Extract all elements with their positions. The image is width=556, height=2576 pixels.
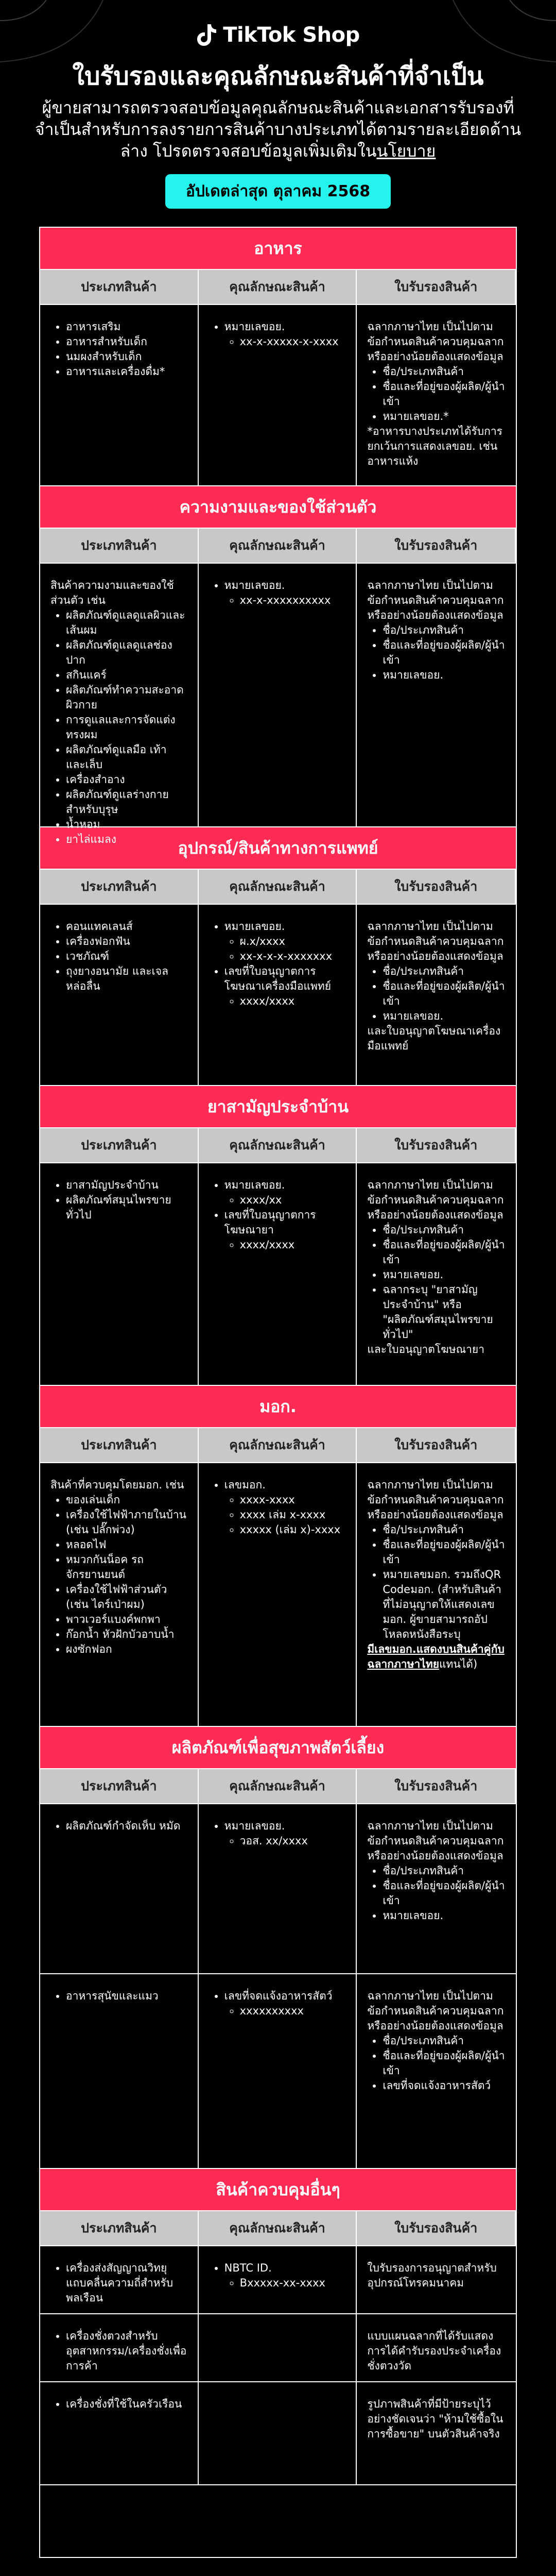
sub-list-item: ◦ xx-x-x-x-xxxxxxx [240, 949, 346, 964]
list-item: • ชื่อและที่อยู่ของผู้ผลิต/ผู้นำเข้า [383, 979, 506, 1009]
column-header-3: ใบรับรองสินค้า [357, 870, 516, 904]
certificate-cell [357, 905, 516, 1085]
cell-list [50, 2329, 187, 2374]
column-header-1: ประเภทสินค้า [40, 870, 199, 904]
sub-list-item: ◦ xxxx/xx [240, 1193, 346, 1208]
certificate-cell [357, 1163, 516, 1385]
table-row [40, 2246, 516, 2314]
policy-link[interactable]: นโยบาย [376, 141, 436, 161]
cell-list [50, 319, 187, 379]
cell-outro: และใบอนุญาตโฆษณายา [367, 1343, 484, 1355]
sub-list-item: ◦ xx-x-xxxxx-x-xxxx [240, 334, 346, 349]
product-attribute-cell [199, 905, 357, 1085]
cell-list [367, 623, 506, 683]
list-item: • เครื่องฟอกฟัน [66, 934, 187, 949]
product-type-cell [40, 305, 199, 485]
cell-list [209, 319, 346, 349]
sub-list-item: ◦ xx-x-xxxxxxxxxx [240, 593, 346, 608]
certificate-cell [357, 564, 516, 826]
list-item: • เลขมอก. ◦ xxxx-xxxx ◦ xxxx เล่ม x-xxxx ◦ xxxxx (เล่ม x)-xxxx [224, 1478, 346, 1537]
sub-list-item: ◦ ผ.x/xxxx [240, 934, 346, 949]
list-item: • ชื่อและที่อยู่ของผู้ผลิต/ผู้นำเข้า [383, 379, 506, 409]
list-item: • เครื่องชั่งตวงสำหรับอุตสาหกรรม/เครื่องชั่งเพื่อการค้า [66, 2329, 187, 2374]
list-item: • ชื่อและที่อยู่ของผู้ผลิต/ผู้นำเข้า [383, 1878, 506, 1908]
list-item: • เลขที่จดแจ้งอาหารสัตว์ ◦ xxxxxxxxxx [224, 1989, 346, 2019]
column-header-3: ใบรับรองสินค้า [357, 2211, 516, 2245]
list-item: • ยาสามัญประจำบ้าน [66, 1178, 187, 1193]
cell-list [209, 1478, 346, 1537]
list-item: • ผลิตภัณฑ์กำจัดเห็บ หมัด [66, 1819, 187, 1834]
brand-name: TikTok Shop [223, 23, 360, 47]
product-type-cell [40, 2382, 199, 2484]
cell-intro: ฉลากภาษาไทย เป็นไปตามข้อกำหนดสินค้าควบคุมฉลาก หรืออย่างน้อยต้องแสดงข้อมูล [367, 579, 504, 621]
list-item: • ผลิตภัณฑ์ดูแลมือ เท้า และเล็บ [66, 742, 187, 772]
list-item: • พาวเวอร์แบงค์พกพา [66, 1612, 187, 1627]
table-row [40, 1804, 516, 1974]
cell-intro: ฉลากภาษาไทย เป็นไปตามข้อกำหนดสินค้าควบคุมฉลาก หรืออย่างน้อยต้องแสดงข้อมูล [367, 1990, 504, 2032]
cell-intro: ฉลากภาษาไทย เป็นไปตามข้อกำหนดสินค้าควบคุมฉลาก หรืออย่างน้อยต้องแสดงข้อมูล [367, 1820, 504, 1862]
list-item: • หมายเลขอย. [383, 668, 506, 683]
sub-list [224, 1193, 346, 1208]
table-row [40, 1463, 516, 1727]
sub-list-item: ◦ xxxx เล่ม x-xxxx [240, 1507, 346, 1522]
certificate-cell [357, 1463, 516, 1726]
sub-list [224, 1238, 346, 1252]
list-item: • หมายเลขอย.* [383, 409, 506, 424]
column-header-1: ประเภทสินค้า [40, 1428, 199, 1462]
column-header-1: ประเภทสินค้า [40, 1769, 199, 1803]
column-header-1: ประเภทสินค้า [40, 529, 199, 563]
column-header-3: ใบรับรองสินค้า [357, 529, 516, 563]
list-item: • เลขที่จดแจ้งอาหารสัตว์ [383, 2078, 506, 2093]
requirements-table [39, 227, 517, 2558]
cell-list [209, 1178, 346, 1252]
note-tail: แทนได้) [439, 1658, 478, 1670]
sub-list [224, 934, 346, 964]
table-row [40, 1163, 516, 1386]
product-attribute-cell [199, 2246, 357, 2313]
list-item: • ผงซักฟอก [66, 1642, 187, 1657]
sub-list [224, 2004, 346, 2019]
product-attribute-cell [199, 2382, 357, 2484]
cell-intro: ใบรับรองการอนุญาตสำหรับอุปกรณ์โทรคมนาคม [367, 2262, 497, 2289]
list-item: • ยาไล่แมลง [66, 832, 187, 847]
column-header-row [40, 529, 516, 564]
list-item: • ชื่อ/ประเภทสินค้า [383, 1863, 506, 1878]
list-item: • ชื่อ/ประเภทสินค้า [383, 1522, 506, 1537]
cell-intro: แบบแผนฉลากที่ได้รับแสดงการได้คำรับรองประจำเครื่องชั่งตวงวัด [367, 2330, 501, 2372]
column-header-2: คุณลักษณะสินค้า [199, 1128, 357, 1162]
cell-list [50, 608, 187, 847]
column-header-2: คุณลักษณะสินค้า [199, 1769, 357, 1803]
list-item: • ชื่อและที่อยู่ของผู้ผลิต/ผู้นำเข้า [383, 2048, 506, 2078]
section-header: ผลิตภัณฑ์เพื่อสุขภาพสัตว์เลี้ยง [40, 1727, 516, 1769]
list-item: • เครื่องใช้ไฟฟ้าภายในบ้าน (เช่น ปลั๊กพ่วง) [66, 1507, 187, 1537]
cell-list [50, 1819, 187, 1834]
product-attribute-cell [199, 564, 357, 826]
column-header-row [40, 870, 516, 905]
column-header-2: คุณลักษณะสินค้า [199, 270, 357, 304]
list-item: • เครื่องสำอาง [66, 772, 187, 787]
list-item: • หมายเลขอย. ◦ xx-x-xxxxxxxxxx [224, 578, 346, 608]
cell-intro: สินค้าความงามและของใช้ส่วนตัว เช่น [50, 579, 174, 606]
cell-intro: รูปภาพสินค้าที่มีป้ายระบุไว้อย่างชัดเจนว่า "ห้ามใช้ซื้อในการซื้อขาย" บนตัวสินค้าจริง [367, 2398, 503, 2440]
certificate-cell [357, 1804, 516, 1973]
cell-list [367, 1223, 506, 1342]
list-item: • ถุงยางอนามัย และเจลหล่อลื่น [66, 964, 187, 994]
cell-list [367, 964, 506, 1024]
list-item: • เลขที่ใบอนุญาตการโฆษณาเครื่องมือแพทย์ ◦ xxxx/xxxx [224, 964, 346, 1009]
tiktok-shop-logo [0, 20, 556, 50]
list-item: • เวชภัณฑ์ [66, 949, 187, 964]
table-row [40, 1974, 516, 2169]
column-header-2: คุณลักษณะสินค้า [199, 529, 357, 563]
cell-list [367, 2033, 506, 2093]
product-type-cell [40, 2246, 199, 2313]
column-header-1: ประเภทสินค้า [40, 2211, 199, 2245]
section-header: ความงามและของใช้ส่วนตัว [40, 486, 516, 529]
tiktok-note-icon [196, 23, 217, 47]
certificate-cell [357, 2314, 516, 2381]
product-attribute-cell [199, 1163, 357, 1385]
list-item: • เครื่องชั่งที่ใช้ในครัวเรือน [66, 2397, 187, 2412]
column-header-row [40, 270, 516, 305]
product-type-cell [40, 564, 199, 845]
product-type-cell [40, 2314, 199, 2381]
sub-list [224, 1834, 346, 1849]
list-item: • เครื่องส่งสัญญาณวิทยุแถบคลื่นความถี่สำหรับพลเรือน [66, 2261, 187, 2306]
list-item: • ชื่อ/ประเภทสินค้า [383, 364, 506, 379]
list-item: • หมายเลขอย. ◦ ผ.x/xxxx ◦ xx-x-x-x-xxxxxxx [224, 919, 346, 964]
sub-list [224, 994, 346, 1009]
column-header-row [40, 1128, 516, 1163]
sub-list [224, 1493, 346, 1537]
cell-list [50, 1493, 187, 1657]
cell-intro: ฉลากภาษาไทย เป็นไปตามข้อกำหนดสินค้าควบคุมฉลาก หรืออย่างน้อยต้องแสดงข้อมูล [367, 320, 504, 363]
list-item: • หมายเลขอย. ◦ xxxx/xx [224, 1178, 346, 1208]
cell-list [50, 1178, 187, 1223]
list-item: • อาหารสำหรับเด็ก [66, 334, 187, 349]
list-item: • NBTC ID. ◦ Bxxxxx-xx-xxxx [224, 2261, 346, 2291]
list-item: • หลอดไฟ [66, 1537, 187, 1552]
column-header-3: ใบรับรองสินค้า [357, 1769, 516, 1803]
cell-outro: และใบอนุญาตโฆษณาเครื่องมือแพทย์ [367, 1025, 501, 1052]
column-header-2: คุณลักษณะสินค้า [199, 870, 357, 904]
sub-list [224, 593, 346, 608]
list-item: • ชื่อ/ประเภทสินค้า [383, 623, 506, 638]
section-header: มอก. [40, 1386, 516, 1428]
list-item: • ชื่อ/ประเภทสินค้า [383, 964, 506, 979]
list-item: • ชื่อ/ประเภทสินค้า [383, 2033, 506, 2048]
column-header-2: คุณลักษณะสินค้า [199, 2211, 357, 2245]
cell-list [209, 1819, 346, 1849]
cell-list [209, 1989, 346, 2019]
subtitle-text: ผู้ขายสามารถตรวจสอบข้อมูลคุณลักษณะสินค้าและเอกสารรับรองที่จำเป็นสำหรับการลงรายการสินค้าบางประเภทได้ตามรายละเอียดด้านล่าง โปรดตรวจสอบข้อมูลเพิ่มเติมใน [34, 98, 522, 161]
cell-intro: สินค้าที่ควบคุมโดยมอก. เช่น [50, 1479, 184, 1491]
table-row [40, 564, 516, 845]
section-header: อาหาร [40, 228, 516, 270]
cell-note [367, 1642, 506, 1672]
list-item: • หมวกกันน็อค รถจักรยานยนต์ [66, 1552, 187, 1582]
list-item: • คอนแทคเลนส์ [66, 919, 187, 934]
list-item: • อาหารและเครื่องดื่ม* [66, 364, 187, 379]
column-header-2: คุณลักษณะสินค้า [199, 1428, 357, 1462]
list-item: • การดูแลและการจัดแต่งทรงผม [66, 713, 187, 742]
product-attribute-cell [199, 305, 357, 485]
table-row [40, 2382, 516, 2485]
section-header: อุปกรณ์/สินค้าทางการแพทย์ [40, 827, 516, 870]
sub-list-item: ◦ xxxx/xxxx [240, 1238, 346, 1252]
list-item: • หมายเลขอย. ◦ xx-x-xxxxx-x-xxxx [224, 319, 346, 349]
list-item: • นมผงสำหรับเด็ก [66, 349, 187, 364]
product-attribute-cell [199, 1974, 357, 2168]
column-header-1: ประเภทสินค้า [40, 270, 199, 304]
list-item: • ผลิตภัณฑ์ทำความสะอาดผิวกาย [66, 683, 187, 713]
certificate-cell [357, 2246, 516, 2313]
list-item: • หมายเลขอย. ◦ วอส. xx/xxxx [224, 1819, 346, 1849]
sub-list-item: ◦ Bxxxxx-xx-xxxx [240, 2276, 346, 2291]
column-header-row [40, 2211, 516, 2246]
cell-outro: *อาหารบางประเภทได้รับการยกเว้นการแสดงเลขอย. เช่น อาหารแห้ง [367, 425, 502, 467]
sub-list [224, 334, 346, 349]
cell-list [50, 1989, 187, 2004]
cell-list [50, 2261, 187, 2306]
cell-list [367, 1863, 506, 1923]
list-item: • ผลิตภัณฑ์ดูแลดูแลช่องปาก [66, 638, 187, 668]
cell-list [209, 2261, 346, 2291]
column-header-1: ประเภทสินค้า [40, 1128, 199, 1162]
section-header: สินค้าควบคุมอื่นๆ [40, 2169, 516, 2211]
list-item: • น้ำหอม [66, 817, 187, 832]
list-item: • สกินแคร์ [66, 668, 187, 683]
list-item: • อาหารสุนัขและแมว [66, 1989, 187, 2004]
list-item: • หมายเลขอย. [383, 1009, 506, 1024]
page-title: ใบรับรองและคุณลักษณะสินค้าที่จำเป็น [72, 62, 484, 91]
table-row [40, 905, 516, 1086]
column-header-3: ใบรับรองสินค้า [357, 1128, 516, 1162]
list-item: • ผลิตภัณฑ์สมุนไพรขายทั่วไป [66, 1193, 187, 1223]
sub-list [224, 2276, 346, 2291]
page-header [0, 0, 556, 227]
cell-list [50, 919, 187, 994]
certificate-cell [357, 2382, 516, 2484]
list-item: • ผลิตภัณฑ์ดูแลร่างกายสำหรับบุรุษ [66, 787, 187, 817]
cell-intro: ฉลากภาษาไทย เป็นไปตามข้อกำหนดสินค้าควบคุมฉลาก หรืออย่างน้อยต้องแสดงข้อมูล [367, 1479, 504, 1521]
certificate-cell [357, 305, 516, 485]
product-attribute-cell [199, 1463, 357, 1726]
sub-list-item: ◦ xxxxx (เล่ม x)-xxxx [240, 1522, 346, 1537]
last-updated-badge: อัปเดตล่าสุด ตุลาคม 2568 [165, 174, 391, 209]
product-type-cell [40, 1163, 199, 1385]
table-row [40, 2314, 516, 2382]
list-item: • หมายเลขมอก. รวมถึงQR Codeมอก. (สำหรับสินค้าที่ไม่อนุญาตให้แสดงเลขมอก. ผู้ขายสามารถอัปโหลดหนังสือระบุ [383, 1567, 506, 1642]
table-row [40, 305, 516, 486]
column-header-3: ใบรับรองสินค้า [357, 1428, 516, 1462]
cell-intro: ฉลากภาษาไทย เป็นไปตามข้อกำหนดสินค้าควบคุมฉลาก หรืออย่างน้อยต้องแสดงข้อมูล [367, 920, 504, 962]
bold-note: มีเลขมอก.แสดงบนสินค้าคู่กับฉลากภาษาไทย [367, 1643, 505, 1670]
list-item: • หมายเลขอย. [383, 1908, 506, 1923]
section-header: ยาสามัญประจำบ้าน [40, 1086, 516, 1128]
list-item: • ก๊อกน้ำ หัวฝักบัวอาบน้ำ [66, 1627, 187, 1642]
list-item: • หมายเลขอย. [383, 1267, 506, 1282]
product-type-cell [40, 905, 199, 1085]
certificate-cell [357, 1974, 516, 2168]
column-header-3: ใบรับรองสินค้า [357, 270, 516, 304]
cell-list [209, 919, 346, 1009]
list-item: • ชื่อและที่อยู่ของผู้ผลิต/ผู้นำเข้า [383, 1537, 506, 1567]
list-item: • ชื่อและที่อยู่ของผู้ผลิต/ผู้นำเข้า [383, 638, 506, 668]
list-item: • ผลิตภัณฑ์ดูแลดูแลผิวและเส้นผม [66, 608, 187, 638]
cell-list [50, 2397, 187, 2412]
list-item: • เลขที่ใบอนุญาตการโฆษณายา ◦ xxxx/xxxx [224, 1208, 346, 1252]
list-item: • ฉลากระบุ "ยาสามัญประจำบ้าน" หรือ "ผลิตภัณฑ์สมุนไพรขายทั่วไป" [383, 1282, 506, 1342]
cell-intro: ฉลากภาษาไทย เป็นไปตามข้อกำหนดสินค้าควบคุมฉลาก หรืออย่างน้อยต้องแสดงข้อมูล [367, 1179, 504, 1221]
cell-list [367, 364, 506, 424]
sub-list-item: ◦ xxxxxxxxxx [240, 2004, 346, 2019]
column-header-row [40, 1769, 516, 1804]
sub-list-item: ◦ xxxx/xxxx [240, 994, 346, 1009]
sub-list-item: ◦ xxxx-xxxx [240, 1493, 346, 1507]
sub-list-item: ◦ วอส. xx/xxxx [240, 1834, 346, 1849]
cell-list [209, 578, 346, 608]
product-attribute-cell [199, 2314, 357, 2381]
cell-list [367, 1522, 506, 1642]
list-item: • อาหารเสริม [66, 319, 187, 334]
list-item: • เครื่องใช้ไฟฟ้าส่วนตัว (เช่น ไดร์เป่าผม) [66, 1582, 187, 1612]
page-subtitle [31, 97, 525, 162]
column-header-row [40, 1428, 516, 1463]
list-item: • ชื่อและที่อยู่ของผู้ผลิต/ผู้นำเข้า [383, 1238, 506, 1267]
list-item: • ของเล่นเด็ก [66, 1493, 187, 1507]
product-type-cell [40, 1974, 199, 2168]
product-type-cell [40, 1804, 199, 1973]
product-type-cell [40, 1463, 199, 1726]
list-item: • ชื่อ/ประเภทสินค้า [383, 1223, 506, 1238]
product-attribute-cell [199, 1804, 357, 1973]
